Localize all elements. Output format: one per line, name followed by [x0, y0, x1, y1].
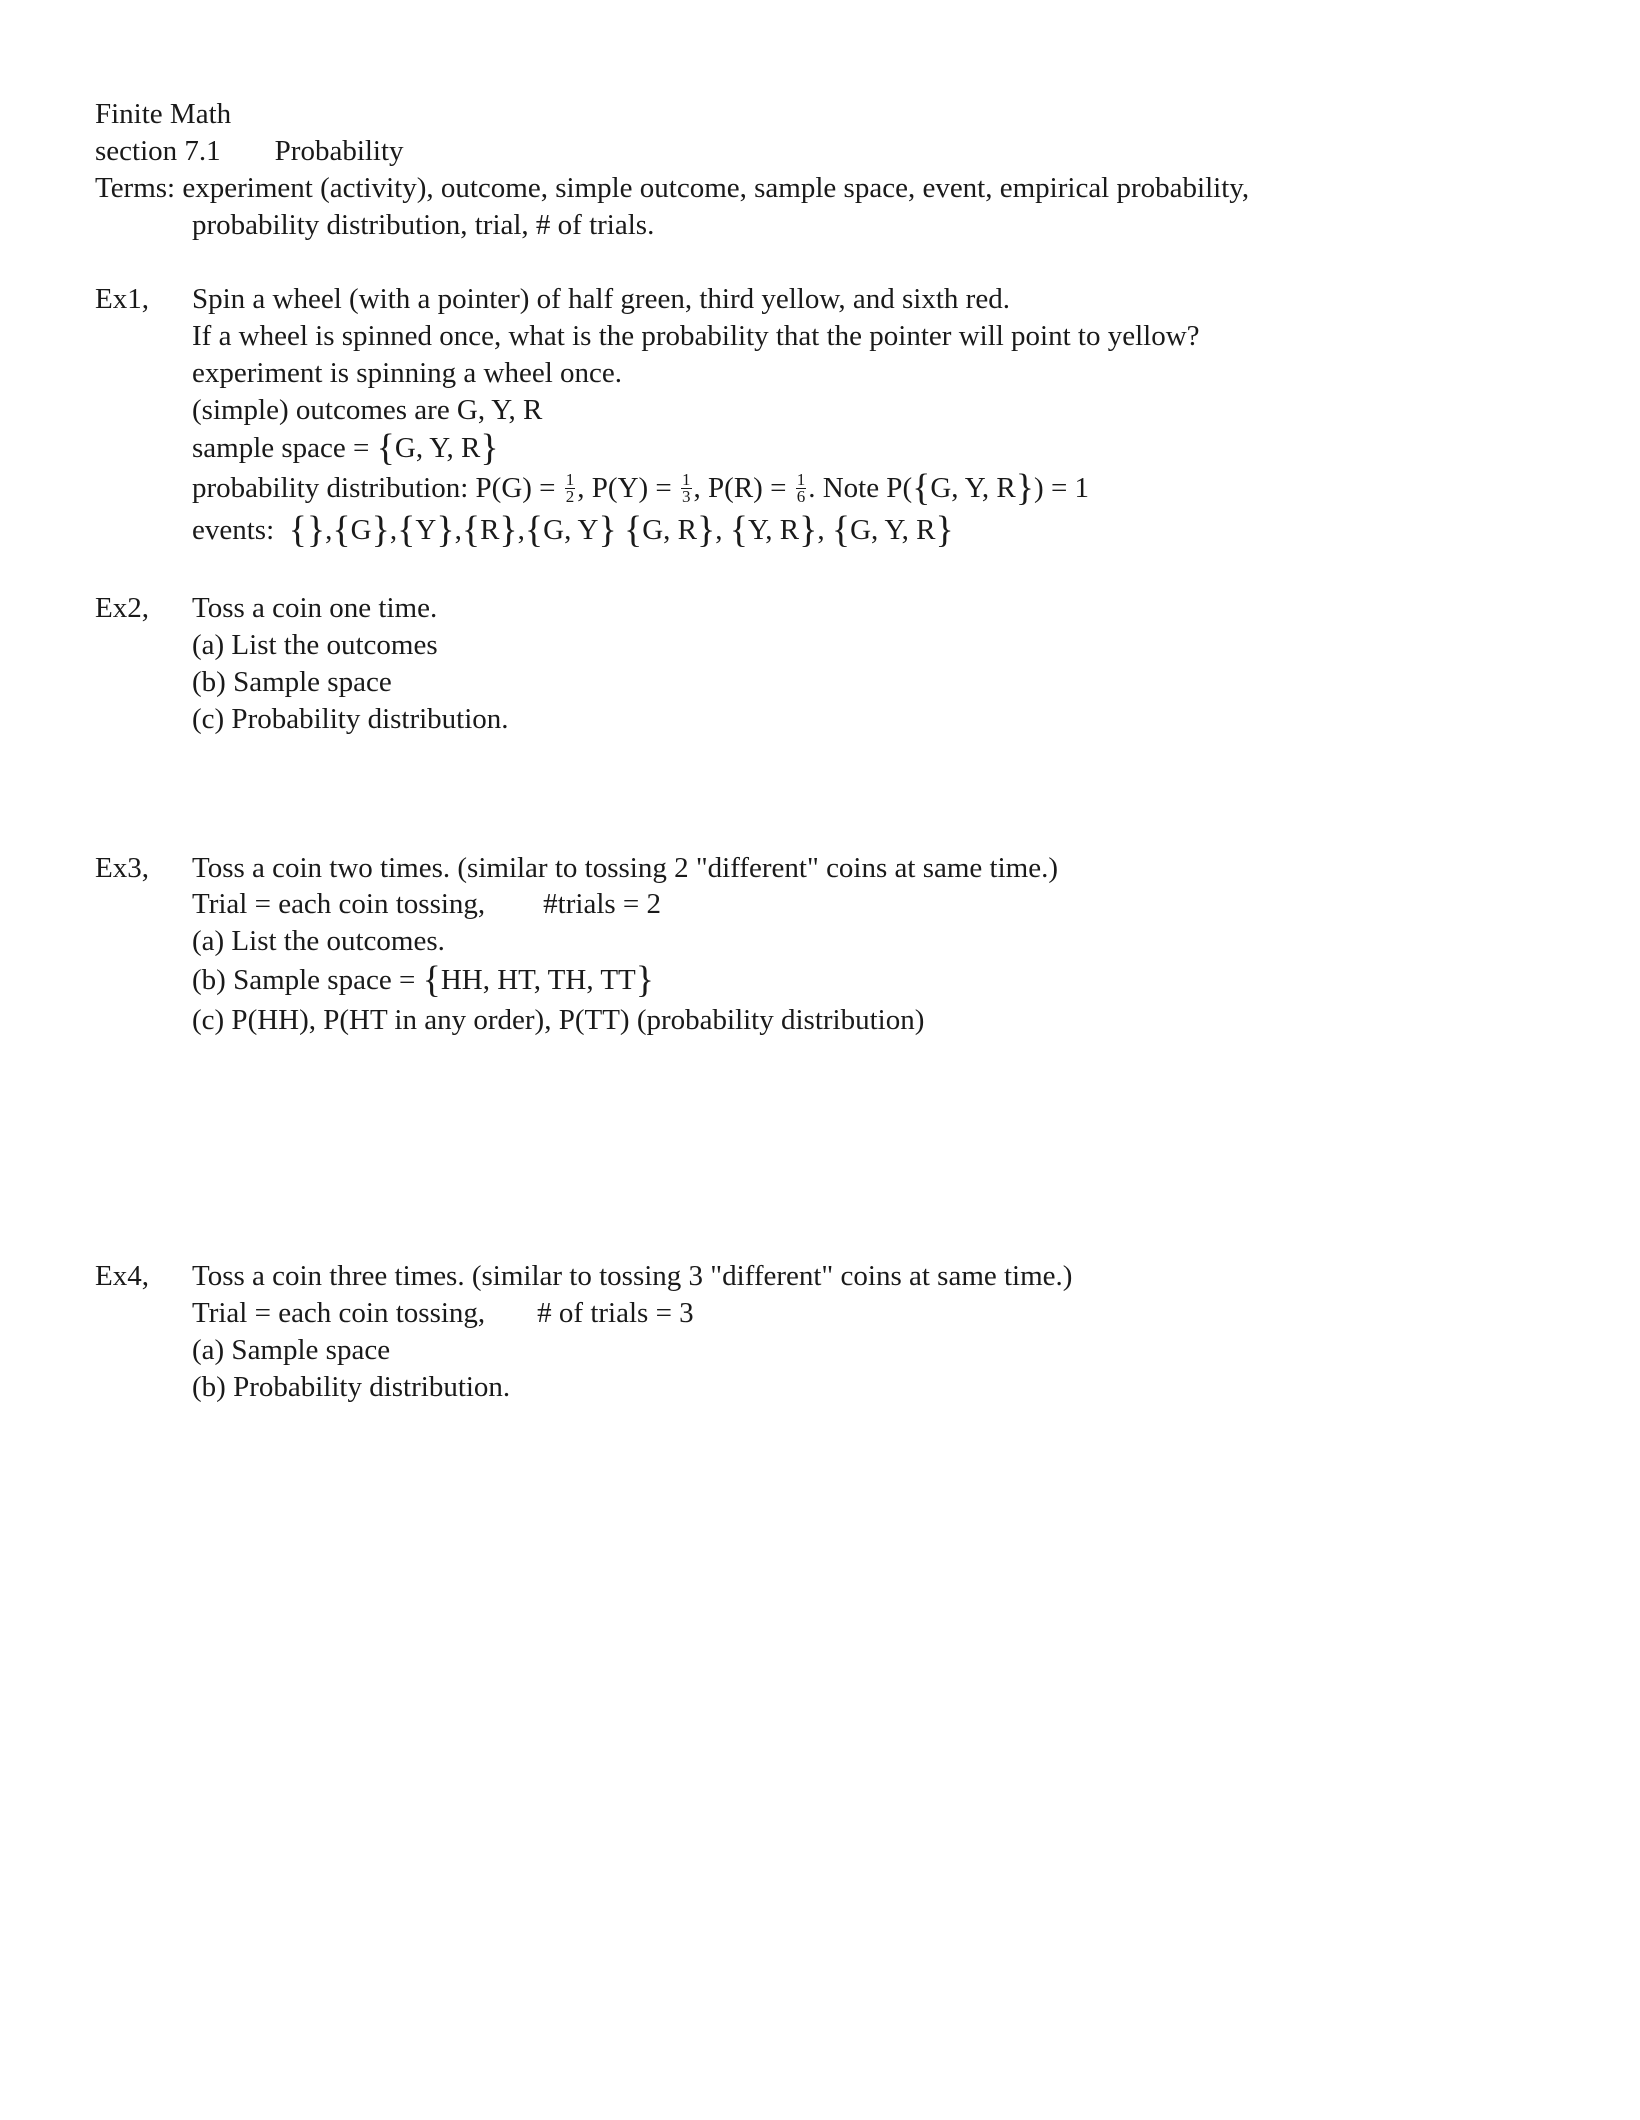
ex1-distribution: probability distribution: P(G) = $\frac{1}{2}$ , P(Y) = $\frac{1}{3}$ , P(R) = $\frac{1}{6}$ . Note P({G, Y, R}) = 1	[192, 467, 1090, 509]
sample-space-set: G, Y, R	[394, 432, 481, 464]
event-set: {Y}	[397, 509, 455, 551]
ex2-item-c: (c) Probability distribution.	[192, 703, 509, 735]
event-members: G, Y	[543, 514, 599, 546]
event-set: {G, R}	[623, 509, 716, 551]
ex3-label: Ex3,	[95, 852, 149, 884]
event-members: G, R	[642, 514, 698, 546]
course-title: Finite Math	[95, 98, 232, 130]
py-label: , P(Y) =	[577, 472, 672, 504]
terms-line-1	[95, 170, 1249, 206]
ex2-label: Ex2,	[95, 592, 149, 624]
events-label: events:	[192, 514, 275, 546]
terms-label: Terms:	[95, 172, 176, 204]
ex1-line-1: Spin a wheel (with a pointer) of half green, third yellow, and sixth red.	[192, 283, 1010, 315]
event-members: Y, R	[748, 514, 800, 546]
ex2-item-b: (b) Sample space	[192, 666, 392, 698]
ex4-line-2	[192, 1295, 694, 1331]
ex3-line-2	[192, 886, 661, 922]
event-members: G	[350, 514, 372, 546]
note-set: G, Y, R	[930, 472, 1016, 504]
ex1-line-3: experiment is spinning a wheel once.	[192, 357, 623, 389]
event-set: {G}	[332, 509, 390, 551]
terms-text-1: experiment (activity), outcome, simple outcome, sample space, event, empirical probability,	[182, 172, 1250, 204]
ex4-label: Ex4,	[95, 1260, 149, 1292]
pr-fraction: $\frac{1}{6}$	[796, 469, 806, 506]
ex1-events	[192, 509, 954, 551]
event-members: Y	[415, 514, 437, 546]
event-set: {}	[288, 509, 326, 551]
event-set: {G, Y, R}	[831, 509, 954, 551]
ex3-item-a: (a) List the outcomes.	[192, 925, 445, 957]
ex1-line-2: If a wheel is spinned once, what is the probability that the pointer will point to yellow?	[192, 320, 1200, 352]
ex4-trial-count: # of trials = 3	[537, 1297, 694, 1329]
note-tail: ) = 1	[1034, 472, 1090, 504]
event-members: G, Y, R	[850, 514, 936, 546]
pr-label: , P(R) =	[693, 472, 787, 504]
ex1-label: Ex1,	[95, 283, 149, 315]
ex4-item-a: (a) Sample space	[192, 1334, 391, 1366]
ex4-line-1: Toss a coin three times. (similar to tossing 3 "different" coins at same time.)	[192, 1260, 1073, 1292]
ex1-sample-space	[192, 427, 499, 469]
ex1-line-4: (simple) outcomes are G, Y, R	[192, 394, 543, 426]
left-brace: {	[376, 427, 395, 469]
ex3-sample-space-label: (b) Sample space =	[192, 964, 416, 996]
ex3-item-b: (b) Sample space = {HH, HT, TH, TT}	[192, 959, 654, 1001]
ex3-trial: Trial = each coin tossing,	[192, 888, 486, 920]
events-list: {},{G},{Y},{R},{G, Y} {G, R}, {Y, R}, {G, Y, R}	[288, 509, 954, 551]
event-set: {R}	[461, 509, 518, 551]
ex2-item-a: (a) List the outcomes	[192, 629, 438, 661]
ex2-line-1: Toss a coin one time.	[192, 592, 438, 624]
event-members: R	[480, 514, 500, 546]
distribution-label: probability distribution:	[192, 472, 469, 504]
ex3-sample-space-set: HH, HT, TH, TT	[440, 964, 636, 996]
section-heading	[95, 133, 404, 169]
right-brace: }	[480, 427, 499, 469]
terms-line-2: probability distribution, trial, # of trials.	[192, 209, 655, 241]
event-set: {G, Y}	[524, 509, 617, 551]
ex4-item-b: (b) Probability distribution.	[192, 1371, 511, 1403]
event-set: {Y, R}	[729, 509, 818, 551]
note-label: . Note P(	[808, 472, 913, 504]
sample-space-label: sample space =	[192, 432, 370, 464]
ex3-line-1: Toss a coin two times. (similar to tossing 2 "different" coins at same time.)	[192, 852, 1058, 884]
pg-label: P(G) =	[475, 472, 556, 504]
ex3-item-c: (c) P(HH), P(HT in any order), P(TT) (probability distribution)	[192, 1004, 925, 1036]
section-topic: Probability	[274, 135, 404, 167]
ex3-trial-count: #trials = 2	[543, 888, 662, 920]
ex4-trial: Trial = each coin tossing,	[192, 1297, 486, 1329]
pg-fraction: $\frac{1}{2}$	[565, 469, 575, 506]
section-number: section 7.1	[95, 135, 221, 167]
py-fraction: $\frac{1}{3}$	[682, 469, 691, 506]
